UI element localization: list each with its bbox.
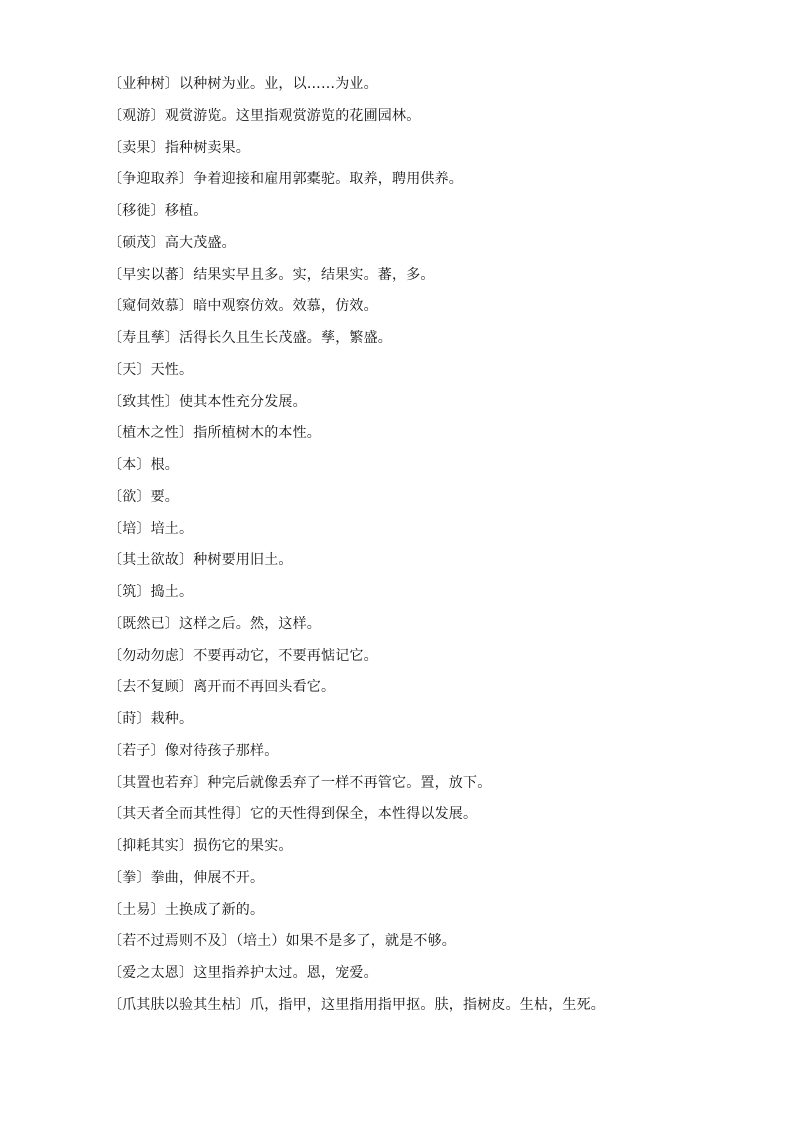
annotation-gloss: 争着迎接和雇用郭橐驼。取养，聘用供养。 <box>193 171 464 188</box>
annotation-term: 〔其土欲故〕 <box>108 552 194 569</box>
annotation-gloss: 指种树卖果。 <box>164 139 251 156</box>
annotation-item <box>108 708 748 740</box>
annotation-item <box>108 803 748 835</box>
annotation-item <box>108 295 748 327</box>
annotation-item <box>108 454 748 486</box>
annotation-gloss: 根。 <box>150 457 180 473</box>
annotation-term: 〔爱之太恩〕 <box>108 965 194 981</box>
annotation-item <box>108 264 748 296</box>
annotation-term: 〔其天者全而其性得〕 <box>108 806 250 823</box>
annotation-item <box>108 899 748 931</box>
annotation-gloss: 爪，指甲，这里指用指甲抠。肤，指树皮。生枯，生死。 <box>250 996 605 1013</box>
annotation-gloss: 结果实早且多。实，结果实。蕃，多。 <box>193 266 435 283</box>
annotation-term: 〔移徙〕 <box>108 203 165 219</box>
annotation-gloss: 要。 <box>150 488 180 505</box>
annotation-gloss: 暗中观察仿效。效慕，仿效。 <box>193 298 378 315</box>
annotation-gloss: 这里指养护太过。恩，宠爱。 <box>193 965 378 981</box>
annotation-gloss: 种完后就像丢弃了一样不再管它。置，放下。 <box>207 774 492 791</box>
annotation-term: 〔早实以蕃〕 <box>108 266 194 283</box>
annotation-item <box>108 645 748 677</box>
annotation-term: 〔卖果〕 <box>108 139 165 156</box>
annotation-term: 〔业种树〕 <box>108 76 179 92</box>
annotation-item <box>108 962 748 994</box>
annotation-term: 〔培〕 <box>108 520 151 537</box>
annotation-term: 〔勿动勿虑〕 <box>108 647 194 664</box>
annotation-gloss: （培土）如果不是多了，就是不够。 <box>235 933 457 950</box>
annotation-gloss: 拳曲，伸展不开。 <box>150 869 265 886</box>
annotation-term: 〔本〕 <box>108 457 151 473</box>
annotation-term: 〔若不过焉则不及〕 <box>108 933 236 950</box>
annotation-term: 〔爪其肤以验其生枯〕 <box>108 996 250 1013</box>
annotation-term: 〔土易〕 <box>108 901 165 918</box>
annotation-gloss: 指所植树木的本性。 <box>193 425 322 442</box>
annotation-gloss: 捣土。 <box>150 584 194 600</box>
annotation-item <box>108 930 748 962</box>
annotation-term: 〔其置也若弃〕 <box>108 774 208 791</box>
annotation-term: 〔硕茂〕 <box>108 234 165 251</box>
annotation-gloss: 不要再动它，不要再惦记它。 <box>193 647 378 664</box>
annotation-item <box>108 359 748 391</box>
annotation-item <box>108 327 748 359</box>
annotation-item <box>108 835 748 867</box>
annotation-term: 〔致其性〕 <box>108 393 179 410</box>
annotation-term: 〔筑〕 <box>108 584 151 600</box>
annotation-term: 〔既然已〕 <box>108 615 179 632</box>
annotation-gloss: 种树要用旧土。 <box>193 552 293 569</box>
annotation-item <box>108 137 748 169</box>
annotation-item <box>108 200 748 232</box>
annotation-gloss: 土换成了新的。 <box>164 901 265 918</box>
annotation-term: 〔寿且孳〕 <box>108 330 179 346</box>
annotation-term: 〔去不复顾〕 <box>108 679 194 696</box>
annotation-gloss: 这样之后。然，这样。 <box>179 615 321 632</box>
annotation-item <box>108 581 748 613</box>
annotation-gloss: 像对待孩子那样。 <box>164 742 279 759</box>
annotation-item <box>108 422 748 454</box>
annotation-term: 〔欲〕 <box>108 488 151 505</box>
annotation-gloss: 培土。 <box>150 520 194 537</box>
annotation-item <box>108 168 748 200</box>
annotation-list <box>108 73 748 1026</box>
annotation-item <box>108 613 748 645</box>
annotation-item <box>108 740 748 772</box>
annotation-item <box>108 772 748 804</box>
annotation-term: 〔抑耗其实〕 <box>108 838 194 854</box>
annotation-term: 〔植木之性〕 <box>108 425 194 442</box>
annotation-item <box>108 518 748 550</box>
annotation-term: 〔若子〕 <box>108 742 165 759</box>
annotation-item <box>108 486 748 518</box>
annotation-item <box>108 549 748 581</box>
annotation-item <box>108 73 748 105</box>
annotation-gloss: 活得长久且生长茂盛。孳，繁盛。 <box>179 330 392 346</box>
annotation-gloss: 观赏游览。这里指观赏游览的花圃园林。 <box>164 107 421 124</box>
annotation-gloss: 损伤它的果实。 <box>193 838 293 854</box>
annotation-term: 〔拳〕 <box>108 869 151 886</box>
annotation-item <box>108 994 748 1026</box>
annotation-gloss: 以种树为业。业，以……为业。 <box>179 76 378 92</box>
annotation-term: 〔争迎取养〕 <box>108 171 194 188</box>
annotation-term: 〔莳〕 <box>108 711 151 727</box>
annotation-gloss: 移植。 <box>164 203 208 219</box>
annotation-gloss: 它的天性得到保全，本性得以发展。 <box>250 806 478 823</box>
annotation-gloss: 天性。 <box>150 361 194 378</box>
annotation-gloss: 离开而不再回头看它。 <box>193 679 336 696</box>
annotation-term: 〔窥伺效慕〕 <box>108 298 194 315</box>
annotation-item <box>108 391 748 423</box>
annotation-item <box>108 676 748 708</box>
annotation-item <box>108 867 748 899</box>
annotation-term: 〔天〕 <box>108 361 151 378</box>
annotation-item <box>108 105 748 137</box>
annotation-gloss: 使其本性充分发展。 <box>179 393 307 410</box>
annotation-term: 〔观游〕 <box>108 107 165 124</box>
annotation-gloss: 高大茂盛。 <box>164 234 236 251</box>
annotation-gloss: 栽种。 <box>150 711 194 727</box>
annotation-item <box>108 232 748 264</box>
